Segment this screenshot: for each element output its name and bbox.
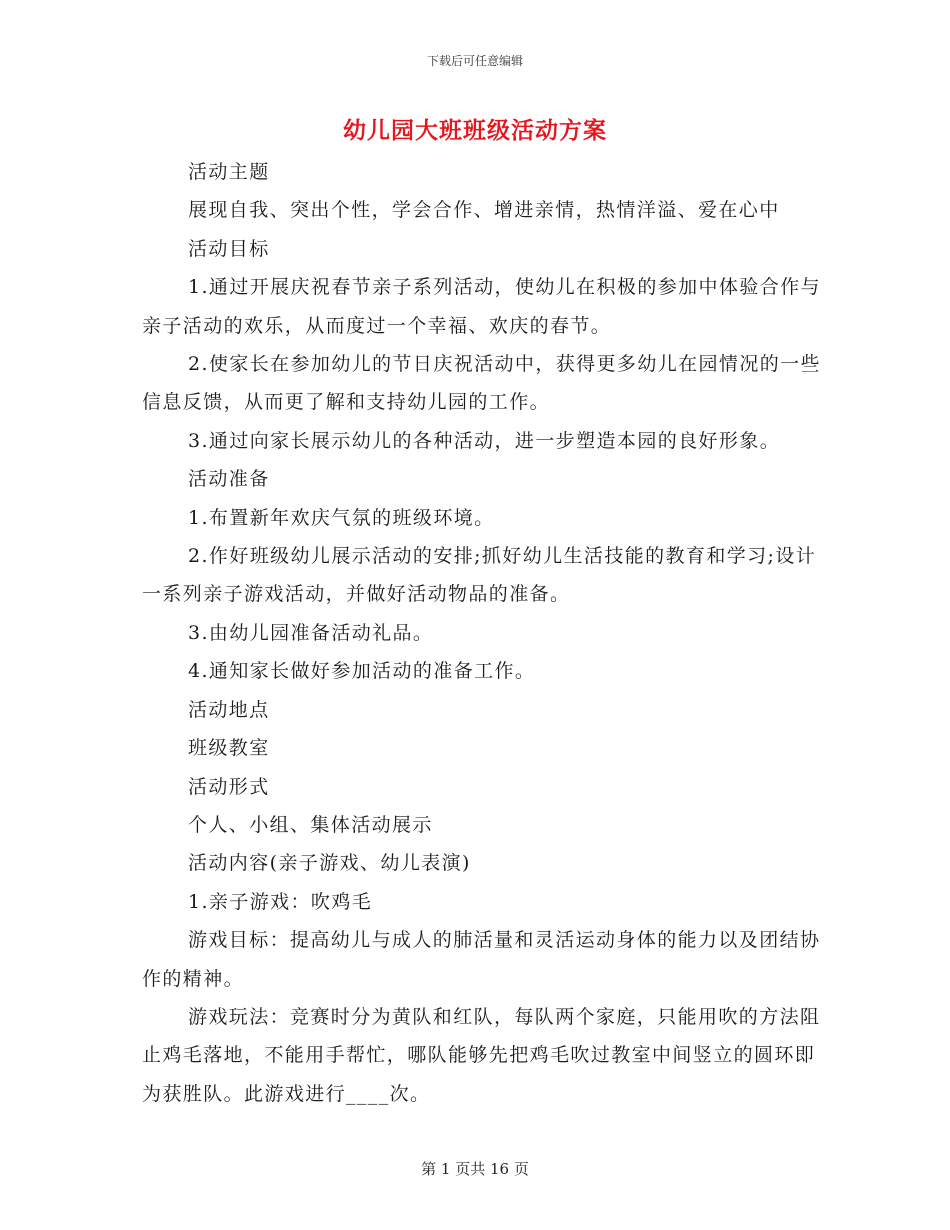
paragraph: 活动目标 (188, 237, 270, 260)
paragraph: 游戏目标：提高幼儿与成人的肺活量和灵活运动身体的能力以及团结协作的精神。 (142, 929, 821, 990)
paragraph: 3.由幼儿园准备活动礼品。 (188, 621, 434, 644)
paragraph: 活动内容(亲子游戏、幼儿表演) (188, 852, 471, 875)
page-number: 第 1 页共 16 页 (421, 1160, 529, 1178)
paragraph: 活动准备 (188, 468, 270, 491)
document-body (142, 153, 822, 1113)
paragraph: 1.通过开展庆祝春节亲子系列活动，使幼儿在积极的参加中体验合作与亲子活动的欢乐，从而度过一个幸福、欢庆的春节。 (142, 276, 821, 337)
paragraph: 1.亲子游戏：吹鸡毛 (188, 890, 373, 913)
paragraph: 个人、小组、集体活动展示 (188, 813, 433, 836)
paragraph: 活动地点 (188, 698, 270, 721)
paragraph: 活动形式 (188, 775, 270, 798)
paragraph: 展现自我、突出个性，学会合作、增进亲情，热情洋溢、爱在心中 (188, 199, 780, 222)
paragraph: 4.通知家长做好参加活动的准备工作。 (188, 660, 536, 683)
paragraph: 游戏玩法：竞赛时分为黄队和红队，每队两个家庭，只能用吹的方法阻止鸡毛落地，不能用手帮忙，哪队能够先把鸡毛吹过教室中间竖立的圆环即为获胜队。此游戏进行____次。 (142, 1005, 821, 1105)
paragraph: 2.使家长在参加幼儿的节日庆祝活动中，获得更多幼儿在园情况的一些信息反馈，从而更了解和支持幼儿园的工作。 (142, 353, 821, 414)
paragraph: 活动主题 (188, 161, 270, 183)
document-title: 幼儿园大班班级活动方案 (343, 117, 607, 144)
page-header-note: 下载后可任意编辑 (426, 54, 523, 68)
paragraph: 班级教室 (188, 737, 270, 760)
paragraph: 1.布置新年欢庆气氛的班级环境。 (188, 506, 495, 529)
paragraph: 2.作好班级幼儿展示活动的安排;抓好幼儿生活技能的教育和学习;设计一系列亲子游戏活动，并做好活动物品的准备。 (142, 545, 817, 606)
paragraph: 3.通过向家长展示幼儿的各种活动，进一步塑造本园的良好形象。 (188, 429, 781, 452)
